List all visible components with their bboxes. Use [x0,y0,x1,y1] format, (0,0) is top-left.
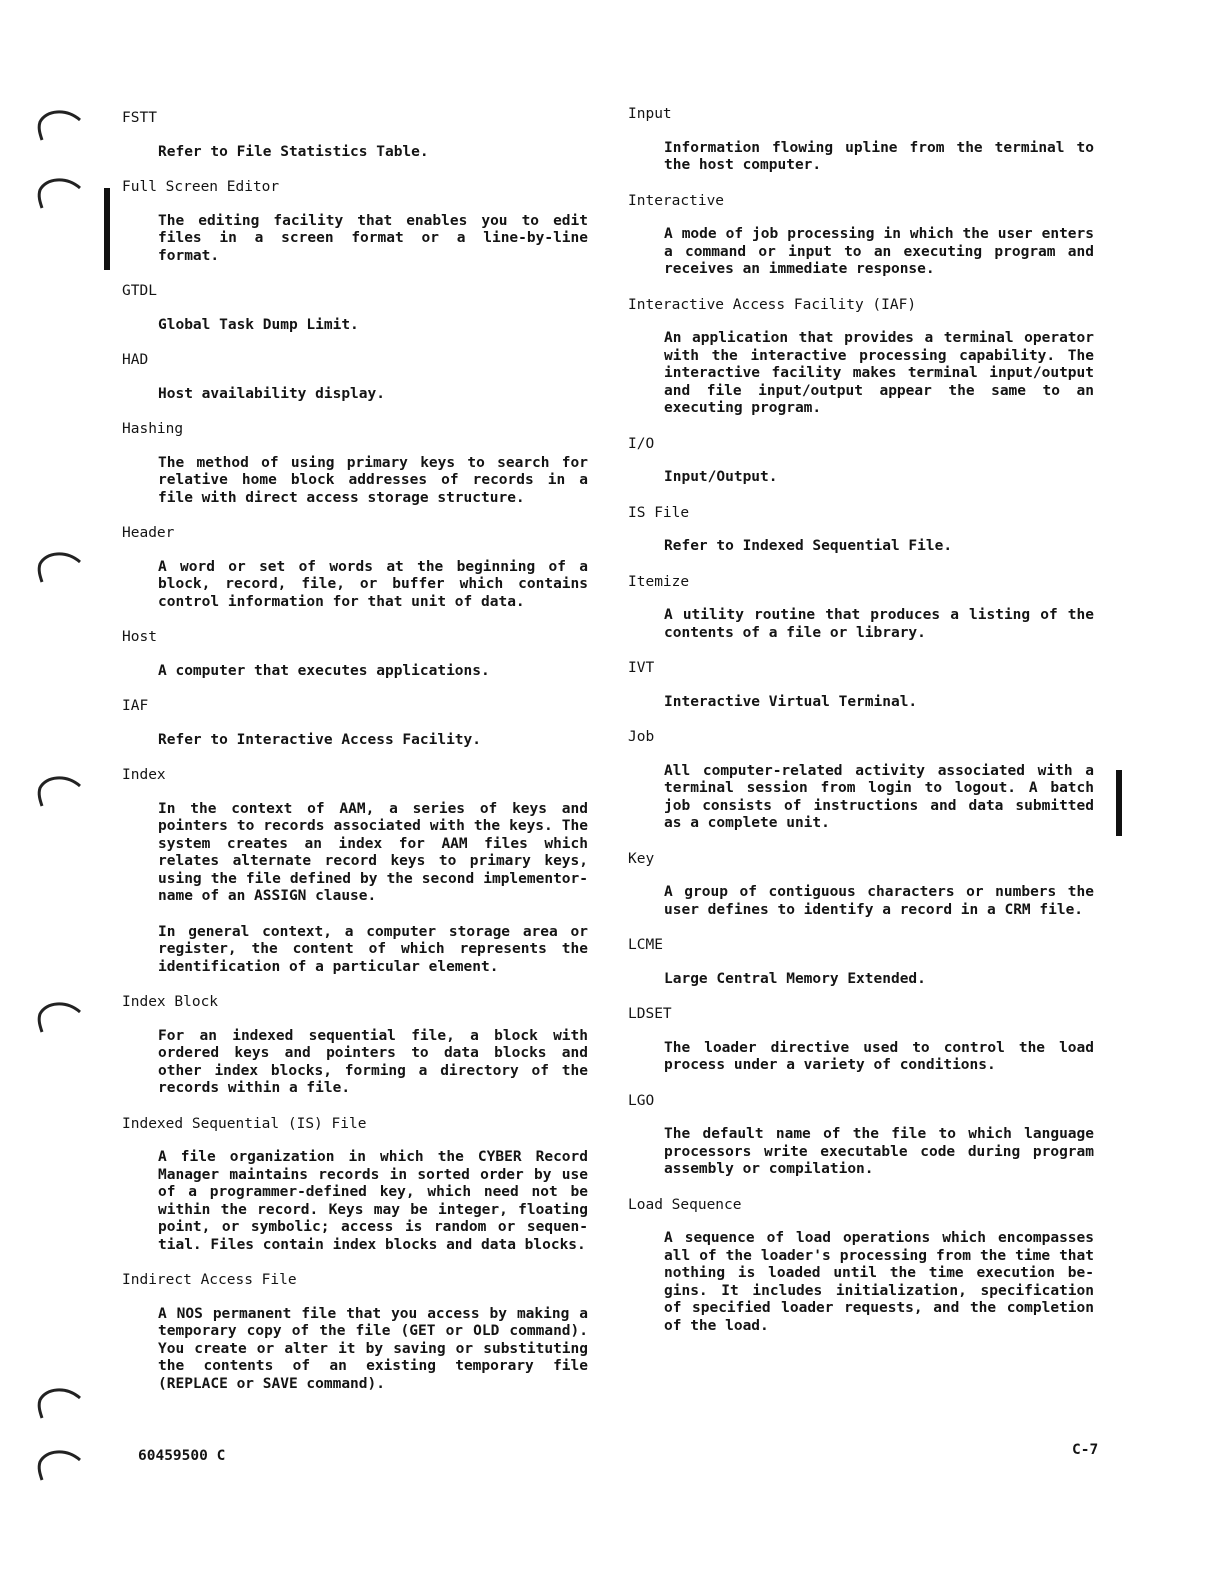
glossary-entry [122,629,602,680]
glossary-entry [628,937,1108,988]
binder-hole-icon [36,174,84,222]
glossary-term: Full Screen Editor [122,179,280,195]
change-bar [1116,770,1122,836]
glossary-definition: The default name of the file to which language processors write executable code during program assembly or compilation. [664,1126,1094,1177]
binder-hole-icon [36,772,84,820]
glossary-term: Load Sequence [628,1196,742,1213]
glossary-entry [628,505,1108,556]
glossary-entry [628,193,1108,279]
glossary-definition: The editing facility that enables you to edit files in a screen format or a line-by-line format. [158,212,588,264]
glossary-definition: Refer to File Statistics Table. [158,143,429,160]
glossary-right-column [628,106,1108,1353]
binder-hole-icon [36,548,84,596]
glossary-term: Indirect Access File [122,1272,297,1288]
glossary-definition: A NOS permanent file that you access by making a temporary copy of the file (GET or OLD command). You create or alter it by saving or substituting the contents of an existing temporary file (REPLACE or SAVE command). [158,1305,588,1392]
glossary-definition: Input/Output. [664,469,778,485]
binder-hole-icon [36,106,84,154]
glossary-term: Index [122,767,166,783]
glossary-definition: A utility routine that produces a listing of the contents of a file or library. [664,607,1094,641]
glossary-term: GTDL [122,283,157,299]
glossary-definition: A computer that executes applications. [158,662,490,679]
glossary-definition: A sequence of load operations which encompasses all of the loader's processing from the time that nothing is loaded until the time execution be- gins. It includes initialization, specification of specified loader requests, and the completion of the load. [664,1230,1094,1334]
glossary-definition: The method of using primary keys to search for relative home block addresses of records in a file with direct access storage structure. [158,454,588,506]
glossary-entry [122,1116,602,1255]
glossary-definition: Refer to Indexed Sequential File. [664,538,953,554]
page-number: C-7 [1072,1442,1099,1458]
glossary-entry [628,660,1108,711]
glossary-entry [122,352,602,403]
glossary-entry [628,851,1108,920]
glossary-definition: Host availability display. [158,385,385,402]
glossary-term: Itemize [628,573,690,590]
glossary-entry [628,1197,1108,1336]
glossary-entry [628,436,1108,487]
glossary-definition: Interactive Virtual Terminal. [664,693,918,710]
glossary-entry [122,283,602,334]
glossary-entry [122,698,602,749]
glossary-term: Interactive [628,192,725,209]
glossary-entry [628,106,1108,175]
glossary-term: FSTT [122,110,157,126]
glossary-term: Index Block [122,994,219,1010]
glossary-term: Indexed Sequential (IS) File [122,1115,367,1132]
glossary-entry [122,767,602,976]
glossary-definition: A mode of job processing in which the user enters a command or input to an executing program and receives an immediate response. [664,226,1094,277]
glossary-entry [122,525,602,611]
glossary-left-column [122,110,602,1411]
binder-hole-icon [36,998,84,1046]
change-bar [104,188,110,270]
glossary-definition: In the context of AAM, a series of keys and pointers to records associated with the keys. The system creates an index for AAM files which relates alternate record keys to primary keys, using the file defined by the second implementor-name of an ASSIGN clause. [158,800,588,904]
binder-hole-icon [36,1446,84,1494]
glossary-term: LDSET [628,1006,672,1022]
glossary-term: Header [122,525,175,541]
glossary-term: LGO [628,1092,655,1109]
glossary-entry [628,729,1108,833]
glossary-definition: Large Central Memory Extended. [664,970,926,987]
glossary-definition: In general context, a computer storage area or register, the content of which represents the identification of a particular element. [158,923,588,975]
glossary-entry [122,994,602,1098]
glossary-definition: Global Task Dump Limit. [158,316,359,333]
glossary-definition: A file organization in which the CYBER Record Manager maintains records in sorted order by use of a programmer-defined key, which need not be within the record. Keys may be integer, floating point, or symbolic; access is random or sequen- tial. Files contain index blocks and data blocks. [158,1149,588,1253]
glossary-entry [122,110,602,161]
glossary-definition: All computer-related activity associated with a terminal session from login to logout. A batch job consists of instructions and data submitted as a complete unit. [664,762,1094,831]
glossary-term: Interactive Access Facility (IAF) [628,296,917,313]
glossary-definition: Refer to Interactive Access Facility. [158,731,482,748]
glossary-entry [122,179,602,265]
glossary-entry [628,297,1108,418]
glossary-entry [628,1093,1108,1179]
glossary-term: Host [122,629,157,645]
glossary-term: IS File [628,504,690,521]
glossary-term: IAF [122,698,149,714]
glossary-entry [122,1272,602,1393]
glossary-definition: For an indexed sequential file, a block with ordered keys and pointers to data blocks and other index blocks, forming a directory of the records within a file. [158,1027,588,1096]
glossary-definition: Information flowing upline from the terminal to the host computer. [664,139,1094,173]
glossary-term: HAD [122,352,149,368]
glossary-term: Hashing [122,421,184,437]
glossary-term: Key [628,850,655,867]
glossary-entry [122,421,602,507]
glossary-term: I/O [628,435,655,452]
binder-hole-icon [36,1384,84,1432]
glossary-term: IVT [628,660,655,676]
glossary-definition: A group of contiguous characters or numbers the user defines to identify a record in a CRM file. [664,884,1094,918]
glossary-entry [628,1006,1108,1075]
glossary-term: LCME [628,937,663,953]
document-number: 60459500 C [138,1448,226,1464]
glossary-term: Job [628,729,655,745]
glossary-term: Input [628,106,672,122]
glossary-definition: The loader directive used to control the load process under a variety of conditions. [664,1039,1094,1073]
glossary-definition: A word or set of words at the beginning of a block, record, file, or buffer which contains control information for that unit of data. [158,558,588,610]
glossary-definition: An application that provides a terminal operator with the interactive processing capability. The interactive facility makes terminal input/output and file input/output appear the same to an executing program. [664,330,1094,416]
glossary-entry [628,574,1108,643]
